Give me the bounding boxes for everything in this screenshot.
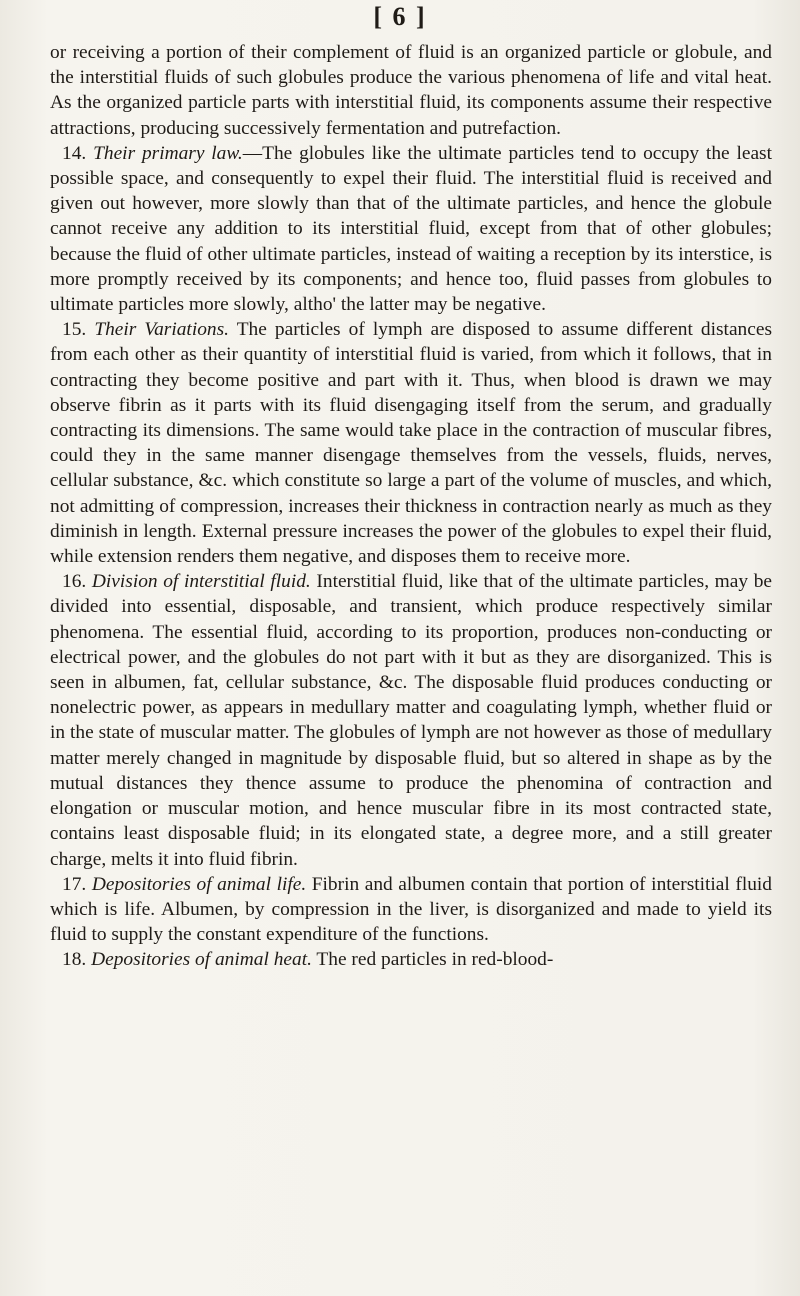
section-number: 16. [62, 571, 87, 593]
section-title: Depositories of animal heat. [91, 949, 312, 971]
section-body: —The globules like the ultimate particles tend to occupy the least possible space, and consequently to expel their fluid. The interstitial fluid is received and given out however, more slowly than that of the ultimate particles, and hence the globule cannot receive any addition to its interstitial fluid, except from that of other globules; because the fluid of other ultimate particles, instead of waiting a reception by its interstice, is more promptly received by its components; and hence too, fluid passes from globules to ultimate particles more slowly, altho' the latter may be negative. [50, 142, 772, 316]
section-number: 17. [62, 873, 87, 895]
page-body [50, 40, 772, 973]
section-title: Their primary law. [93, 142, 243, 164]
intro-paragraph [50, 40, 772, 141]
section-number: 15. [62, 319, 87, 341]
section-title: Depositories of animal life. [91, 873, 307, 895]
section-16 [50, 569, 772, 871]
section-number: 14. [62, 142, 87, 164]
section-18 [50, 947, 772, 972]
section-body: Interstitial fluid, like that of the ultimate particles, may be divided into essential, disposable, and transient, which produce respectively similar phenomena. The essential fluid, according to its proportion, produces non-conducting or electrical power, and the globules do not part with it but as they are disorganized. This is seen in albumen, fat, cellular substance, &c. The disposable fluid produces conducting or nonelectric power, as appears in medullary matter and coagulating lymph, whether fluid or in the state of muscular matter. The globules of lymph are not however as those of medullary matter merely changed in magnitude by disposable fluid, but so altered in shape as by the mutual distances they thence assume to produce the phenomina of contraction and elongation or muscular motion, and hence muscular fibre in its most contracted state, contains least disposable fluid; in its elongated state, a degree more, and a still greater charge, melts it into fluid fibrin. [50, 571, 772, 870]
section-body: The particles of lymph are disposed to assume different distances from each other as their quantity of interstitial fluid is varied, from which it follows, that in contracting they become positive and part with it. Thus, when blood is drawn we may observe fibrin as it parts with its fluid disengaging itself from the serum, and gradually contracting its dimensions. The same would take place in the contraction of muscular fibres, could they in the same manner disengage themselves from the vessels, fluids, nerves, cellular substance, &c. which constitute so large a part of the volume of muscles, and which, not admitting of compression, increases their thickness in contraction nearly as much as they diminish in length. External pressure increases the power of the globules to expel their fluid, while extension renders them negative, and disposes them to receive more. [50, 319, 773, 568]
section-body: The red particles in red-blood- [311, 949, 554, 971]
section-title: Their Variations. [94, 319, 229, 341]
section-title: Division of interstitial fluid. [91, 571, 311, 593]
page-number: [ 6 ] [373, 2, 427, 31]
section-17 [50, 872, 772, 948]
section-15 [50, 317, 772, 569]
section-14 [50, 141, 772, 317]
intro-text: or receiving a portion of their complement of fluid is an organized particle or globule, and the interstitial fluids of such globules produce the various phenomena of life and vital heat. As the organized particle parts with interstitial fluid, its components assume their respective attractions, producing successively fermentation and putrefaction. [50, 42, 772, 139]
section-body: Fibrin and albumen contain that portion of interstitial fluid which is life. Albumen, by compression in the liver, is disorganized and made to yield its fluid to supply the constant expenditure of the functions. [50, 873, 772, 946]
section-number: 18. [62, 949, 87, 971]
